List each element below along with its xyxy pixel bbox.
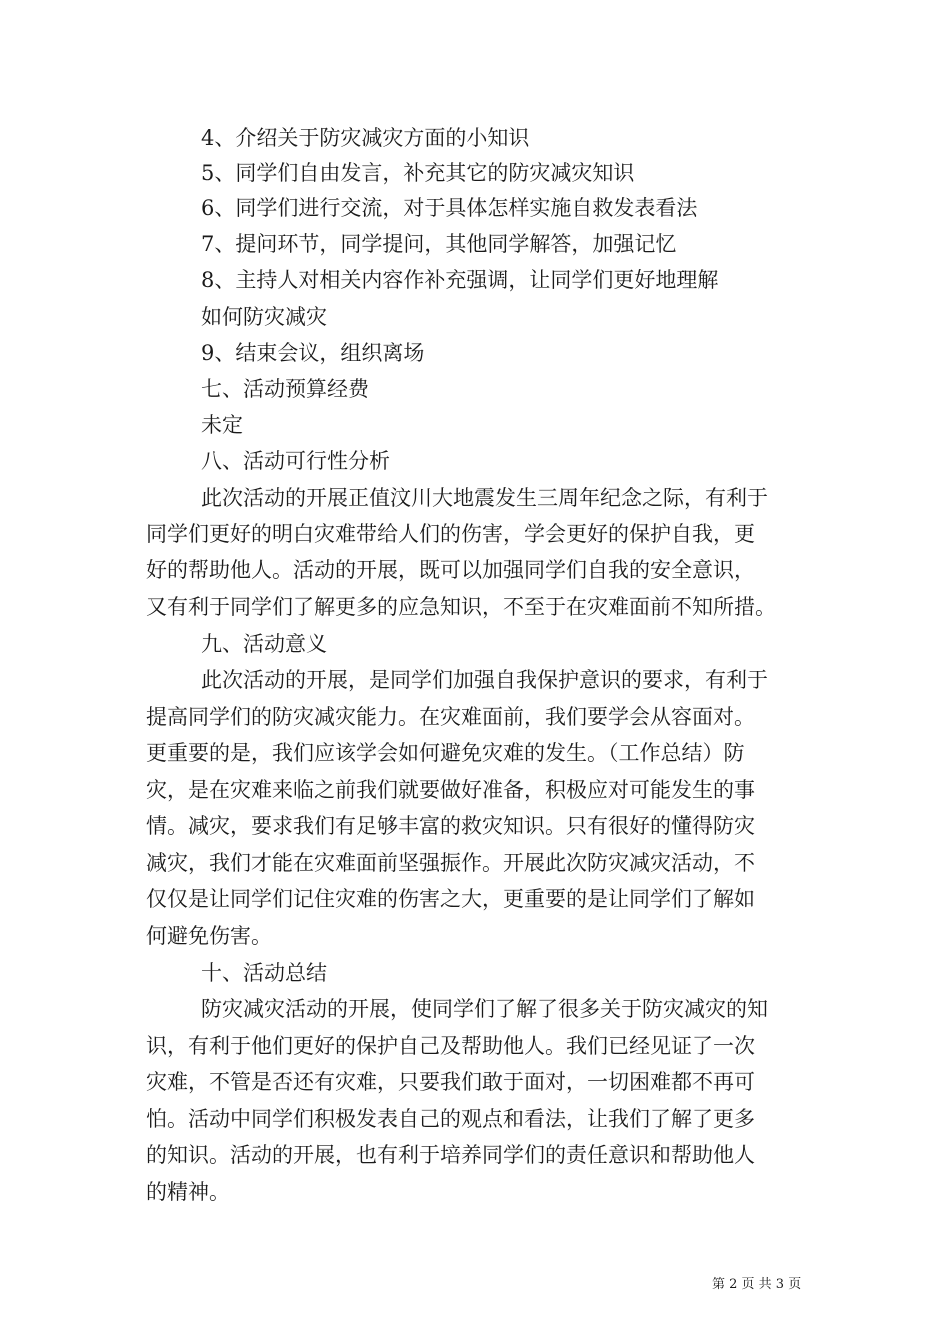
summary-paragraph-line: 识，有利于他们更好的保护自己及帮助他人。我们已经见证了一次 — [146, 1034, 755, 1058]
list-item-8-continued: 如何防灾减灾 — [201, 305, 327, 329]
significance-paragraph-line: 减灾，我们才能在灾难面前坚强振作。开展此次防灾减灾活动，不 — [146, 851, 755, 875]
feasibility-paragraph-line: 此次活动的开展正值汶川大地震发生三周年纪念之际，有利于 — [201, 486, 768, 510]
summary-paragraph-line: 防灾减灾活动的开展，使同学们了解了很多关于防灾减灾的知 — [201, 997, 768, 1021]
section-heading-summary: 十、活动总结 — [201, 961, 327, 985]
list-item-7: 7、提问环节，同学提问，其他同学解答，加强记忆 — [201, 232, 677, 256]
list-item-9: 9、结束会议，组织离场 — [201, 341, 425, 365]
section-heading-feasibility: 八、活动可行性分析 — [201, 449, 390, 473]
summary-paragraph-line: 怕。活动中同学们积极发表自己的观点和看法，让我们了解了更多 — [146, 1107, 755, 1131]
feasibility-paragraph-line: 好的帮助他人。活动的开展，既可以加强同学们自我的安全意识， — [146, 558, 755, 582]
significance-paragraph-line: 灾，是在灾难来临之前我们就要做好准备，积极应对可能发生的事 — [146, 778, 755, 802]
significance-paragraph-line: 此次活动的开展，是同学们加强自我保护意识的要求，有利于 — [201, 668, 768, 692]
significance-paragraph-line: 何避免伤害。 — [146, 924, 272, 948]
list-item-4: 4、介绍关于防灾减灾方面的小知识 — [201, 126, 530, 150]
page-number-footer: 第 2 页 共 3 页 — [712, 1277, 802, 1292]
budget-value: 未定 — [201, 413, 243, 437]
significance-paragraph-line: 情。减灾，要求我们有足够丰富的救灾知识。只有很好的懂得防灾 — [146, 814, 755, 838]
list-item-8: 8、主持人对相关内容作补充强调，让同学们更好地理解 — [201, 268, 719, 292]
feasibility-paragraph-line: 又有利于同学们了解更多的应急知识，不至于在灾难面前不知所措。 — [146, 595, 776, 619]
summary-paragraph-line: 的精神。 — [146, 1180, 230, 1204]
list-item-5: 5、同学们自由发言，补充其它的防灾减灾知识 — [201, 161, 635, 185]
significance-paragraph-line: 提高同学们的防灾减灾能力。在灾难面前，我们要学会从容面对。 — [146, 705, 755, 729]
summary-paragraph-line: 灾难，不管是否还有灾难，只要我们敢于面对，一切困难都不再可 — [146, 1070, 755, 1094]
feasibility-paragraph-line: 同学们更好的明白灾难带给人们的伤害，学会更好的保护自我，更 — [146, 522, 755, 546]
section-heading-significance: 九、活动意义 — [201, 632, 327, 656]
section-heading-budget: 七、活动预算经费 — [201, 377, 369, 401]
significance-paragraph-line: 仅仅是让同学们记住灾难的伤害之大，更重要的是让同学们了解如 — [146, 887, 755, 911]
significance-paragraph-line: 更重要的是，我们应该学会如何避免灾难的发生。（工作总结）防 — [146, 741, 745, 765]
summary-paragraph-line: 的知识。活动的开展，也有利于培养同学们的责任意识和帮助他人 — [146, 1143, 755, 1167]
list-item-6: 6、同学们进行交流，对于具体怎样实施自救发表看法 — [201, 196, 698, 220]
